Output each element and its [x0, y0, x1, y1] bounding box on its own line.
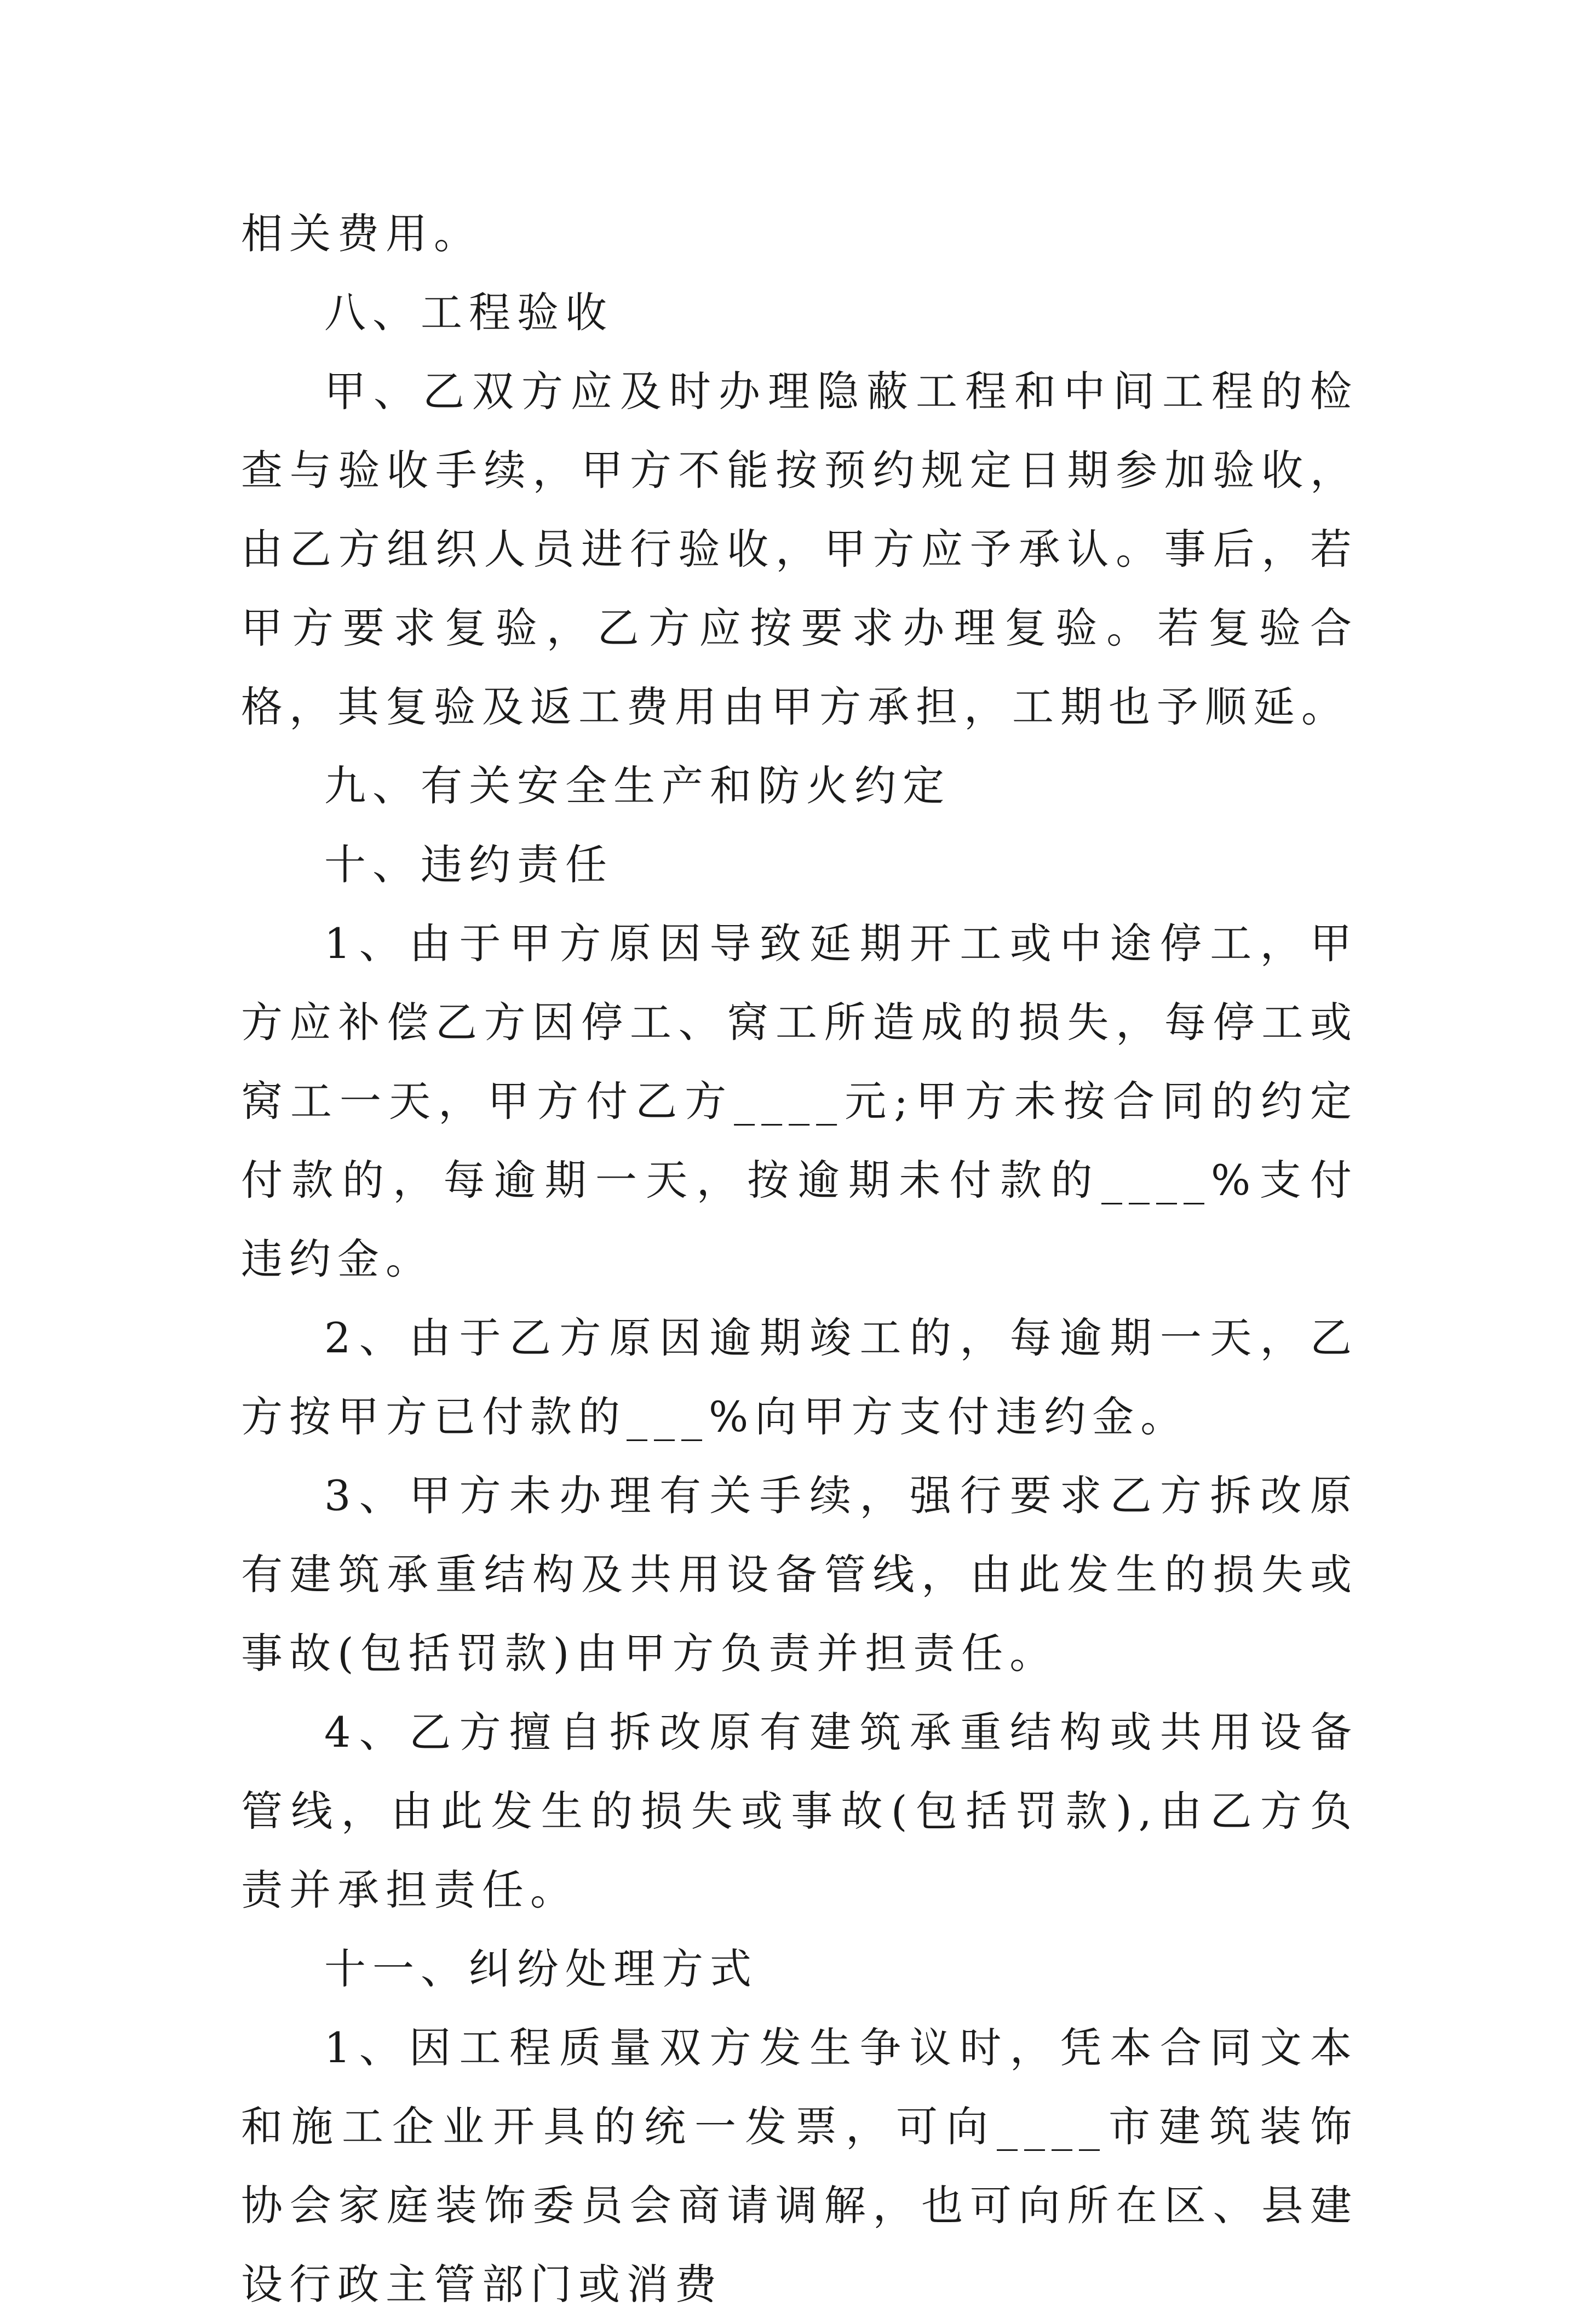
paragraph-liability-4: 4、乙方擅自拆改原有建筑承重结构或共用设备管线，由此发生的损失或事故(包括罚款),由乙方负责并承担责任。	[241, 1708, 1358, 1914]
paragraph-liability-2: 2、由于乙方原因逾期竣工的，每逾期一天，乙方按甲方已付款的___%向甲方支付违约金。	[241, 1313, 1358, 1441]
paragraph-acceptance: 甲、乙双方应及时办理隐蔽工程和中间工程的检查与验收手续，甲方不能按预约规定日期参加验收，由乙方组织人员进行验收，甲方应予承认。事后，若甲方要求复验，乙方应按要求办理复验。若复验合格，其复验及返工费用由甲方承担，工期也予顺延。	[241, 367, 1358, 731]
section-heading-safety: 九、有关安全生产和防火约定	[324, 761, 951, 810]
document-body	[241, 194, 1358, 2324]
paragraph-liability-1: 1、由于甲方原因导致延期开工或中途停工，甲方应补偿乙方因停工、窝工所造成的损失，每停工或窝工一天，甲方付乙方____元;甲方未按合同的约定付款的，每逾期一天，按逾期未付款的____%支付违约金。	[241, 919, 1358, 1283]
paragraph-liability-3: 3、甲方未办理有关手续，强行要求乙方拆改原有建筑承重结构及共用设备管线，由此发生的损失或事故(包括罚款)由甲方负责并担责任。	[241, 1471, 1358, 1678]
section-heading-disputes: 十一、纠纷处理方式	[324, 1944, 758, 1993]
section-heading-acceptance: 八、工程验收	[324, 288, 613, 337]
paragraph-disputes-1: 1、因工程质量双方发生争议时，凭本合同文本和施工企业开具的统一发票，可向____市建筑装饰协会家庭装饰委员会商请调解，也可向所在区、县建设行政主管部门或消费	[241, 2023, 1358, 2309]
section-heading-liability: 十、违约责任	[324, 840, 613, 889]
paragraph-fee-end: 相关费用。	[241, 209, 482, 258]
